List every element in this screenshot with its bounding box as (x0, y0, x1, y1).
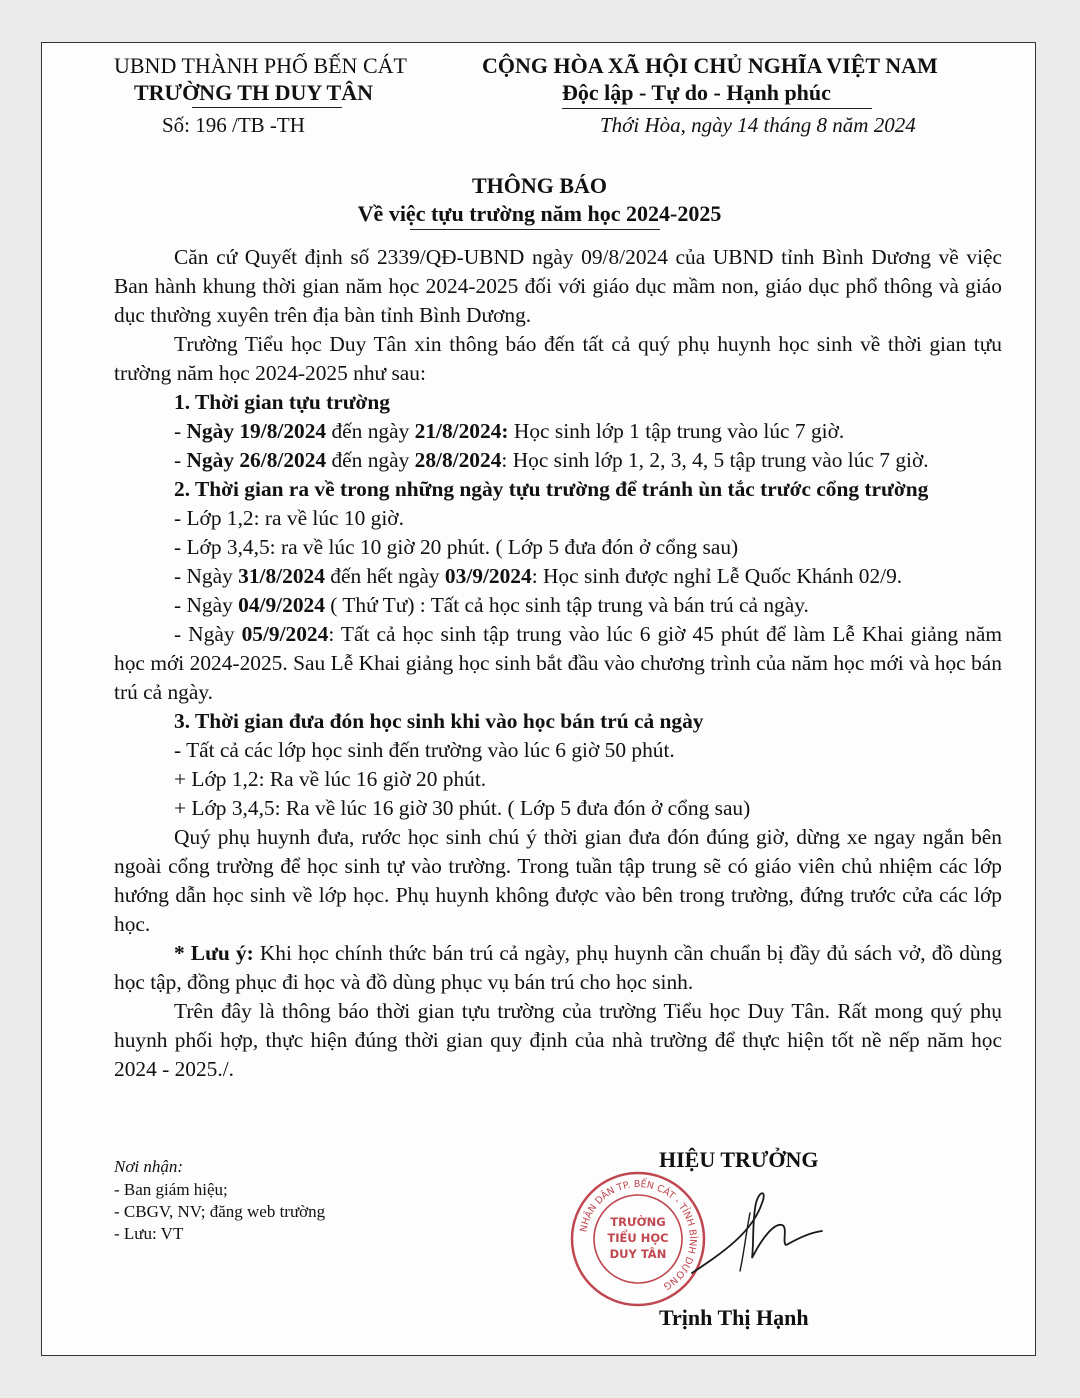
seal-ring-text: NHÂN DÂN TP. BẾN CÁT - TỈNH BÌNH DƯƠNG (578, 1178, 699, 1292)
motto: Độc lập - Tự do - Hạnh phúc (562, 80, 831, 105)
agency-name: UBND THÀNH PHỐ BẾN CÁT (114, 53, 407, 78)
place-date: Thới Hòa, ngày 14 tháng 8 năm 2024 (600, 113, 916, 137)
section-1-heading: 1. Thời gian tựu trường (174, 390, 390, 414)
document-page (41, 42, 1036, 1356)
recipient-item: - Ban giám hiệu; (114, 1180, 228, 1199)
recipient-item: - CBGV, NV; đăng web trường (114, 1202, 326, 1221)
school-name: TRƯỜNG TH DUY TÂN (134, 80, 373, 105)
document-title: THÔNG BÁO (471, 173, 608, 198)
section-3-heading: 3. Thời gian đưa đón học sinh khi vào học bán trú cả ngày (174, 709, 704, 733)
motto-underline (562, 108, 872, 109)
document-subtitle: Về việc tựu trường năm học 2024-2025 (357, 201, 722, 226)
signer-name: Trịnh Thị Hạnh (659, 1305, 809, 1330)
nation-name: CỘNG HÒA XÃ HỘI CHỦ NGHĨA VIỆT NAM (482, 53, 938, 78)
section-2-line-3: - Ngày 31/8/2024 đến hết ngày 03/9/2024: Học sinh được nghỉ Lễ Quốc Khánh 02/9. (174, 564, 903, 588)
seal-line-3: DUY TÂN (609, 1247, 667, 1261)
section-2-heading: 2. Thời gian ra về trong những ngày tựu trường để tránh ùn tắc trước cổng trường (174, 477, 929, 501)
section-1-line-2: - Ngày 26/8/2024 đến ngày 28/8/2024: Học sinh lớp 1, 2, 3, 4, 5 tập trung vào lúc 7 giờ. (174, 448, 929, 472)
section-2-line-4: - Ngày 04/9/2024 ( Thứ Tư) : Tất cả học sinh tập trung và bán trú cả ngày. (174, 593, 809, 617)
signer-role: HIỆU TRƯỞNG (659, 1147, 819, 1172)
section-2-line-1: - Lớp 1,2: ra về lúc 10 giờ. (174, 506, 404, 530)
paragraph-intro: Trường Tiểu học Duy Tân xin thông báo đến tất cả quý phụ huynh học sinh về thời gian tựu trường năm học 2024-2025 như sau: (114, 332, 1002, 385)
section-3-line-2: + Lớp 1,2: Ra về lúc 16 giờ 20 phút. (174, 767, 487, 791)
document-number: Số: 196 /TB -TH (162, 113, 305, 137)
section-3-line-1: - Tất cả các lớp học sinh đến trường vào lúc 6 giờ 50 phút. (174, 738, 675, 762)
recipients-label: Nơi nhận: (114, 1157, 184, 1176)
seal-line-1: TRƯỜNG (610, 1215, 666, 1229)
document-body (114, 243, 1002, 1084)
recipient-item: - Lưu: VT (114, 1224, 184, 1243)
paragraph-legal-basis: Căn cứ Quyết định số 2339/QĐ-UBND ngày 09/8/2024 của UBND tỉnh Bình Dương về việc Ban hành khung thời gian năm học 2024-2025 đối với giáo dục mầm non, giáo dục phổ thông và giáo dục thường xuyên trên địa bàn tỉnh Bình Dương. (114, 245, 1002, 327)
section-3-line-3: + Lớp 3,4,5: Ra về lúc 16 giờ 30 phút. ( Lớp 5 đưa đón ở cổng sau) (174, 796, 751, 820)
paragraph-pickup-guidance: Quý phụ huynh đưa, rước học sinh chú ý thời gian đưa đón đúng giờ, dừng xe ngay ngắn bên ngoài cổng trường để học sinh tự vào trường. Trong tuần tập trung sẽ có giáo viên chủ nhiệm các lớp hướng dẫn học sinh về lớp học. Phụ huynh không được vào bên trong trường, đứng trước cửa các lớp học. (114, 825, 1002, 936)
paragraph-closing: Trên đây là thông báo thời gian tựu trường của trường Tiểu học Duy Tân. Rất mong quý phụ huynh phối hợp, thực hiện đúng thời gian quy định của nhà trường để thực hiện tốt nề nếp năm học 2024 - 2025./. (114, 999, 1002, 1081)
paragraph-note: * Lưu ý: Khi học chính thức bán trú cả ngày, phụ huynh cần chuẩn bị đầy đủ sách vở, đồ dùng học tập, đồng phục đi học và đồ dùng phục vụ bán trú cho học sinh. (114, 941, 1002, 994)
school-underline (192, 107, 342, 108)
section-1-line-1: - Ngày 19/8/2024 đến ngày 21/8/2024: Học sinh lớp 1 tập trung vào lúc 7 giờ. (174, 419, 845, 443)
handwritten-signature-icon (682, 1183, 832, 1283)
subtitle-underline (410, 229, 660, 230)
section-2-line-2: - Lớp 3,4,5: ra về lúc 10 giờ 20 phút. ( Lớp 5 đưa đón ở cổng sau) (174, 535, 739, 559)
section-2-line-5: - Ngày 05/9/2024: Tất cả học sinh tập trung vào lúc 6 giờ 45 phút để làm Lễ Khai giảng năm học mới 2024-2025. Sau Lễ Khai giảng học sinh bắt đầu vào chương trình của năm học mới và học bán trú cả ngày. (114, 622, 1002, 704)
seal-line-2: TIỂU HỌC (607, 1231, 669, 1245)
